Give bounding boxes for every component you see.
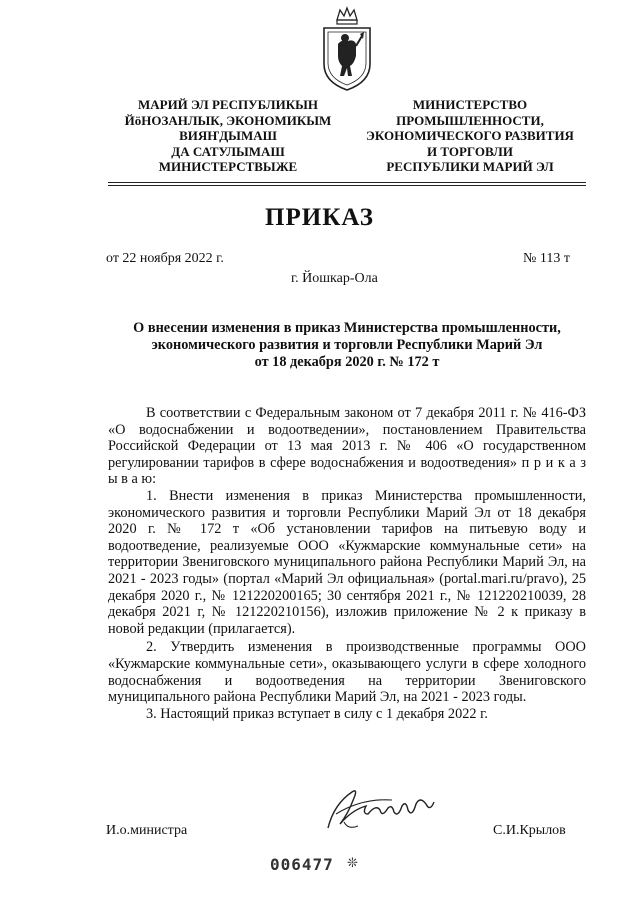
subject-line: О внесении изменения в приказ Министерства промышленности, (133, 320, 561, 336)
header-left-line: МАРИЙ ЭЛ РЕСПУБЛИКЫН (137, 97, 319, 112)
item-2-paragraph: 2. Утвердить изменения в производственные программы ООО «Кужмарские коммунальные сети», оказывающего услуги в сфере холодного водоснабжения и водоотведения на территории Звениговского муниципального района Республики Марий Эл, на 2021 - 2023 годы. (108, 639, 586, 706)
signatory-name: С.И.Крылов (493, 823, 566, 838)
header-right-line: ЭКОНОМИЧЕСКОГО РАЗВИТИЯ (366, 128, 574, 143)
header-left-ministry-name (112, 97, 344, 175)
document-body (108, 405, 586, 722)
coat-of-arms-icon (318, 6, 376, 92)
header-left-line: ВИЯҤДЫМАШ (179, 128, 277, 143)
preamble-paragraph: В соответствии с Федеральным законом от 7 декабря 2011 г. № 416-ФЗ «О водоснабжении и водоотведении», постановлением Правительства Российской Федерации от 13 мая 2013 г. № 406 «О государственном регулировании тарифов в сфере водоснабжения и водоотведения» п р и к а з ы в а ю: (108, 405, 586, 488)
subject-line: экономического развития и торговли Республики Марий Эл (151, 337, 543, 353)
header-right-line: ПРОМЫШЛЕННОСТИ, (396, 112, 544, 128)
subject-line: от 18 декабря 2020 г. № 172 т (254, 354, 440, 370)
header-left-line: МИНИСТЕРСТВЫЖЕ (158, 159, 298, 174)
asterisk-mark-icon: ❊ (347, 855, 358, 870)
document-type-title: ПРИКАЗ (265, 204, 374, 231)
item-1-paragraph: 1. Внести изменения в приказ Министерства промышленности, экономического развития и торговли Республики Марий Эл от 18 декабря 2020 г. № 172 т «Об установлении тарифов на питьевую воду и водоотведение, реализуемые ООО «Кужмарские коммунальные сети» на территории Звениговского муниципального района Республики Марий Эл, на 2021 - 2023 годы» (портал «Марий Эл официальная» (portal.mari.ru/pravo), 25 декабря 2020 г., № 121220200165; 30 сентября 2021 г., № 121220210039, 28 декабря 2021 г, № 121220210156), изложив приложение № 2 к приказу в новой редакции (прилагается). (108, 487, 586, 637)
form-serial-number: 006477 (270, 855, 334, 874)
header-left-line: ЙӧНОЗАНЛЫК, ЭКОНОМИКЫМ (124, 112, 332, 128)
header-right-ministry-name (350, 97, 590, 175)
header-divider (108, 182, 586, 183)
handwritten-signature (322, 784, 446, 834)
header-divider (108, 185, 586, 186)
document-date: от 22 ноября 2022 г. (106, 251, 224, 266)
document-city: г. Йошкар-Ола (291, 271, 378, 286)
header-right-line: РЕСПУБЛИКИ МАРИЙ ЭЛ (386, 159, 554, 174)
header-left-line: ДА САТУЛЫМАШ (171, 143, 285, 159)
header-right-line: МИНИСТЕРСТВО (412, 97, 528, 112)
signatory-role: И.о.министра (106, 823, 188, 838)
header-right-line: И ТОРГОВЛИ (427, 143, 513, 159)
item-3-paragraph: 3. Настоящий приказ вступает в силу с 1 декабря 2022 г. (146, 705, 488, 722)
document-subject (108, 320, 586, 371)
document-number: № 113 т (523, 251, 570, 266)
